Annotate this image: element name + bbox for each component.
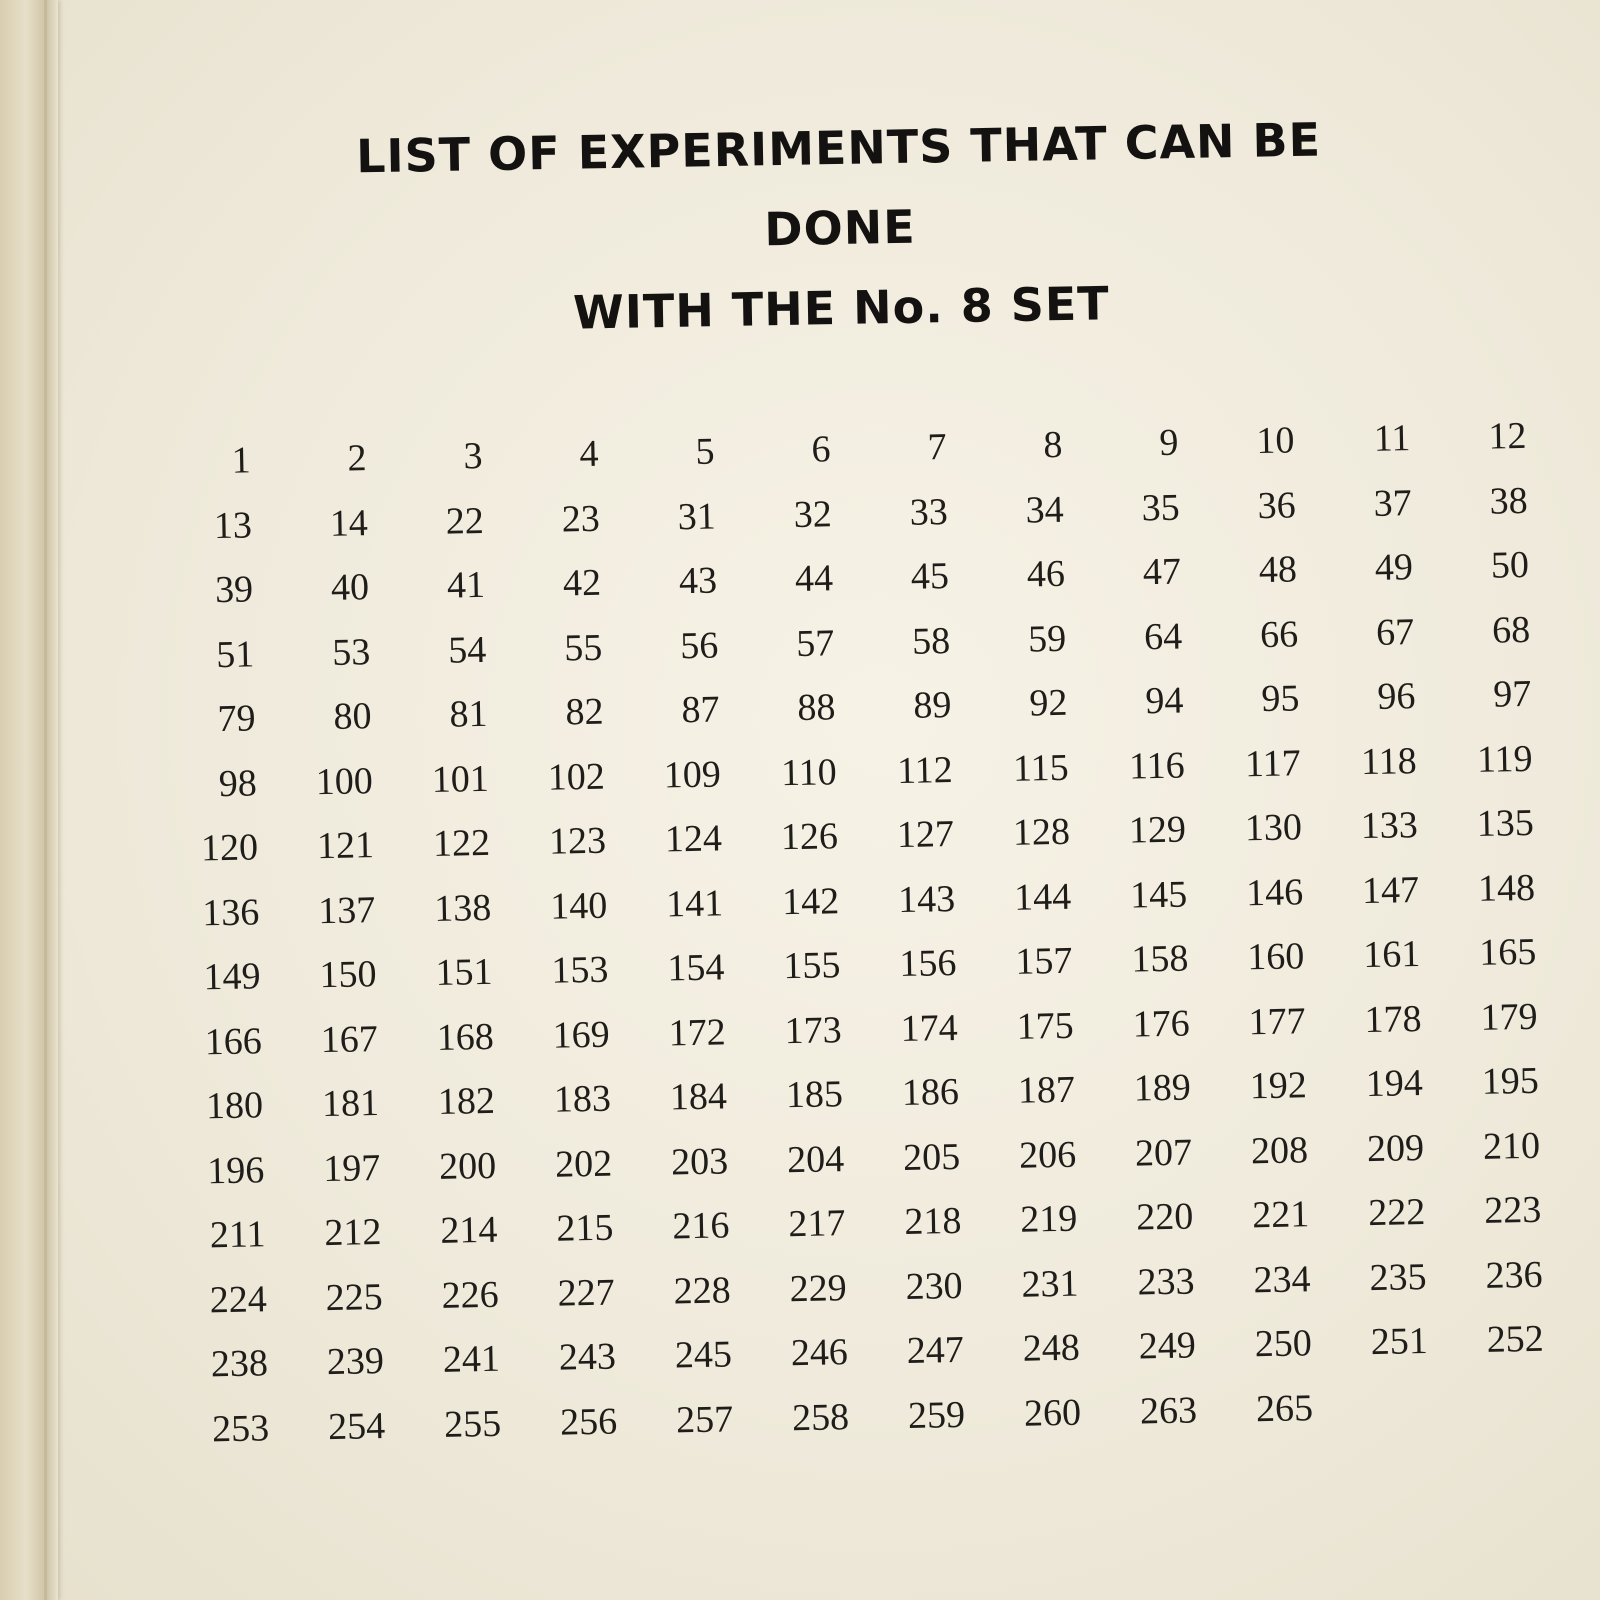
experiment-number: 253: [211, 1406, 270, 1450]
experiment-number: 13: [213, 503, 253, 547]
experiment-number: 144: [1013, 875, 1072, 919]
experiment-number: 128: [1012, 810, 1071, 854]
experiment-number: 89: [913, 684, 952, 727]
experiment-number: 222: [1367, 1191, 1426, 1235]
experiment-number: 210: [1482, 1124, 1541, 1168]
experiment-number: 135: [1476, 801, 1535, 845]
experiment-number: 216: [671, 1204, 730, 1248]
experiment-number: 22: [445, 499, 485, 543]
experiment-number: 143: [897, 877, 956, 921]
experiment-number: 178: [1364, 997, 1422, 1041]
experiment-number: 247: [906, 1328, 965, 1372]
experiment-number: 150: [319, 953, 377, 997]
experiment-number: 202: [554, 1142, 613, 1186]
experiment-number: 205: [902, 1135, 961, 1179]
experiment-number: 228: [673, 1268, 732, 1312]
experiment-number: 81: [449, 692, 488, 736]
page-title: [298, 99, 1382, 358]
experiment-number: 102: [547, 755, 606, 799]
experiment-number: 48: [1258, 548, 1298, 592]
experiment-number: 142: [781, 879, 840, 923]
experiment-number: 55: [563, 626, 603, 669]
experiment-number: 251: [1370, 1319, 1429, 1364]
experiment-number: 214: [440, 1208, 498, 1252]
experiment-number: 112: [896, 748, 954, 792]
experiment-number: 140: [549, 884, 608, 928]
experiment-number: 200: [438, 1144, 497, 1188]
experiment-number: 234: [1253, 1257, 1311, 1301]
experiment-number: 174: [900, 1006, 959, 1050]
experiment-number: 79: [217, 697, 256, 741]
experiment-number: 109: [663, 752, 722, 797]
experiment-number: 215: [556, 1206, 614, 1250]
experiment-number: 182: [437, 1079, 496, 1123]
experiment-number: 204: [786, 1137, 845, 1181]
experiment-number: 207: [1134, 1130, 1193, 1175]
experiment-number: 257: [675, 1397, 734, 1441]
experiment-number: 208: [1250, 1128, 1309, 1172]
experiment-number: 146: [1245, 870, 1304, 914]
experiment-number: 154: [667, 946, 725, 990]
experiment-number: 3: [463, 434, 483, 478]
experiment-number: 39: [214, 568, 254, 612]
experiment-number: 5: [695, 430, 715, 473]
experiment-number: 59: [1027, 617, 1067, 661]
experiment-number: 23: [561, 497, 601, 540]
experiment-number: 206: [1018, 1133, 1077, 1177]
experiment-number: 67: [1375, 610, 1415, 654]
experiment-number: 37: [1373, 481, 1413, 525]
experiment-number: 220: [1135, 1195, 1194, 1239]
experiment-number: 180: [205, 1084, 264, 1128]
experiment-number: 217: [787, 1202, 846, 1246]
experiment-number: 8: [1043, 423, 1063, 467]
experiment-number: 153: [551, 948, 609, 992]
experiment-number: 14: [329, 501, 369, 545]
experiment-number: 176: [1132, 1002, 1190, 1046]
experiment-number: 226: [441, 1273, 500, 1317]
experiment-number: 265: [1255, 1386, 1314, 1430]
experiment-number: 229: [789, 1266, 847, 1310]
experiment-number: 133: [1360, 804, 1419, 848]
experiment-number: 130: [1244, 806, 1303, 850]
experiment-number: 57: [795, 621, 835, 665]
experiment-number: 97: [1492, 672, 1532, 716]
experiment-number: 181: [321, 1082, 380, 1126]
experiment-number: 56: [679, 623, 719, 667]
experiment-number: 203: [670, 1139, 729, 1183]
experiment-number: 58: [911, 619, 951, 663]
experiment-number: 231: [1021, 1262, 1079, 1306]
experiment-number: 110: [780, 750, 838, 794]
experiment-number-grid: [168, 404, 1558, 1462]
experiment-number: 158: [1130, 937, 1189, 981]
book-binding: [0, 0, 58, 1600]
experiment-number: 235: [1369, 1255, 1427, 1299]
experiment-number: 227: [557, 1271, 616, 1315]
experiment-number: 184: [669, 1075, 728, 1119]
experiment-number: 100: [315, 759, 374, 803]
experiment-number: 11: [1373, 417, 1411, 460]
experiment-number: 211: [209, 1213, 266, 1257]
experiment-number: 98: [218, 761, 258, 805]
experiment-number: 38: [1489, 479, 1529, 523]
experiment-number: 252: [1486, 1317, 1545, 1361]
experiment-number: 256: [559, 1400, 618, 1444]
experiment-number: 33: [909, 490, 949, 534]
experiment-number: 166: [204, 1019, 263, 1063]
experiment-number: 151: [435, 950, 493, 994]
binding-edge: [44, 0, 47, 1600]
experiment-number: 51: [215, 632, 255, 676]
experiment-number: 245: [674, 1333, 733, 1377]
experiment-number: 9: [1159, 421, 1179, 464]
experiment-number: 49: [1374, 546, 1414, 589]
experiment-number: 136: [201, 890, 260, 934]
experiment-number: 116: [1128, 744, 1186, 788]
experiment-number: 179: [1480, 995, 1538, 1039]
experiment-number: 80: [333, 695, 372, 738]
experiment-number: 45: [910, 555, 950, 598]
experiment-number: 258: [791, 1395, 850, 1439]
experiment-number: 219: [1019, 1197, 1078, 1241]
experiment-number: 94: [1144, 679, 1184, 723]
experiment-number: 42: [562, 561, 602, 605]
experiment-number: 101: [431, 757, 490, 801]
experiment-number: 66: [1259, 612, 1299, 656]
experiment-number: 145: [1129, 873, 1188, 917]
experiment-number: 147: [1361, 868, 1420, 912]
experiment-number: 6: [811, 428, 831, 471]
experiment-number: 118: [1360, 739, 1417, 783]
experiment-number: 225: [325, 1275, 384, 1319]
experiment-number: 263: [1139, 1388, 1198, 1433]
experiment-number: 50: [1490, 543, 1530, 587]
experiment-number: 47: [1142, 550, 1182, 594]
experiment-number: 141: [665, 881, 724, 926]
experiment-number: 224: [209, 1277, 268, 1321]
experiment-number: 167: [320, 1017, 379, 1061]
experiment-number: 12: [1487, 414, 1527, 458]
experiment-number: 250: [1254, 1322, 1313, 1366]
experiment-number: 4: [579, 432, 599, 476]
experiment-number: 172: [668, 1010, 727, 1054]
experiment-number: 156: [898, 941, 957, 986]
experiment-number: 209: [1366, 1126, 1425, 1170]
experiment-number: 160: [1246, 935, 1305, 979]
experiment-number: 121: [316, 824, 375, 868]
experiment-number: 260: [1023, 1391, 1082, 1435]
experiment-number: 129: [1128, 808, 1187, 852]
experiment-number: 126: [780, 815, 839, 859]
experiment-number: 148: [1477, 866, 1536, 910]
experiment-number: 1: [231, 439, 252, 482]
experiment-number: 223: [1483, 1188, 1542, 1232]
experiment-number: 2: [347, 437, 367, 480]
experiment-number: 165: [1478, 930, 1537, 974]
experiment-number: 169: [552, 1013, 611, 1057]
experiment-number: 32: [793, 492, 833, 536]
experiment-number: 233: [1137, 1259, 1195, 1304]
experiment-number: 254: [327, 1404, 386, 1448]
experiment-number: 196: [206, 1148, 265, 1192]
experiment-number: 41: [446, 563, 486, 607]
title-line-2: WITH THE No. 8 SET: [572, 276, 1111, 340]
experiment-number: 124: [664, 817, 723, 861]
experiment-number: 46: [1026, 552, 1066, 596]
experiment-number: 115: [1012, 746, 1070, 790]
experiment-number: 192: [1249, 1064, 1308, 1108]
experiment-number: 35: [1141, 486, 1181, 529]
experiment-number: 168: [436, 1015, 495, 1059]
experiment-number: 186: [901, 1070, 960, 1115]
experiment-number: 175: [1016, 1004, 1074, 1048]
experiment-number: 195: [1481, 1059, 1540, 1103]
experiment-number: 259: [907, 1393, 966, 1437]
experiment-number: 212: [324, 1211, 382, 1255]
experiment-number: 155: [783, 944, 841, 988]
experiment-number: 239: [326, 1340, 385, 1384]
experiment-number: 68: [1491, 608, 1531, 652]
experiment-number: 248: [1022, 1326, 1081, 1370]
experiment-number: 161: [1362, 933, 1421, 977]
experiment-number: 187: [1017, 1068, 1076, 1112]
experiment-number: 64: [1143, 615, 1183, 658]
experiment-number: 119: [1476, 737, 1533, 781]
experiment-number: 117: [1244, 741, 1302, 785]
experiment-number: 123: [548, 819, 607, 863]
experiment-number: 173: [784, 1008, 843, 1052]
experiment-number: 31: [677, 495, 717, 538]
experiment-number: 122: [432, 821, 491, 865]
experiment-number: 238: [210, 1342, 269, 1386]
experiment-number: 95: [1260, 677, 1300, 721]
experiment-number: 185: [785, 1073, 844, 1117]
experiment-number: 218: [903, 1199, 962, 1244]
experiment-number: 92: [1029, 681, 1068, 725]
experiment-number: 236: [1485, 1253, 1543, 1297]
experiment-number: 246: [790, 1331, 849, 1375]
experiment-number: 36: [1257, 483, 1297, 527]
experiment-number: 7: [927, 426, 947, 469]
experiment-number: 53: [331, 630, 371, 674]
experiment-number: 183: [553, 1077, 612, 1121]
experiment-number: 34: [1025, 488, 1065, 532]
experiment-number: 137: [317, 888, 376, 932]
experiment-number: 87: [681, 688, 720, 732]
experiment-number: 127: [896, 812, 955, 857]
experiment-number: 230: [905, 1264, 963, 1308]
experiment-number: 221: [1251, 1193, 1310, 1237]
experiment-number: 138: [433, 886, 492, 930]
experiment-number: 82: [565, 690, 604, 734]
title-line-1: LIST OF EXPERIMENTS THAT CAN BE DONE: [355, 112, 1322, 257]
experiment-number: 241: [442, 1337, 501, 1381]
experiment-number: 197: [322, 1146, 381, 1190]
experiment-number: 88: [797, 686, 836, 729]
experiment-number: 149: [203, 955, 261, 999]
experiment-number: 189: [1133, 1066, 1192, 1110]
experiment-number: 120: [200, 826, 259, 870]
experiment-number: 54: [447, 628, 487, 672]
experiment-number: 255: [443, 1402, 502, 1446]
experiment-number: 249: [1138, 1324, 1197, 1368]
experiment-number: 44: [794, 557, 834, 600]
experiment-number: 243: [558, 1335, 617, 1379]
experiment-number: 10: [1256, 419, 1295, 463]
experiment-number: 96: [1376, 675, 1416, 718]
experiment-number: 194: [1365, 1062, 1424, 1106]
experiment-number: 40: [330, 566, 370, 609]
experiment-number: 43: [678, 559, 718, 603]
experiment-number: 157: [1014, 939, 1073, 983]
experiment-number: 177: [1248, 999, 1306, 1043]
